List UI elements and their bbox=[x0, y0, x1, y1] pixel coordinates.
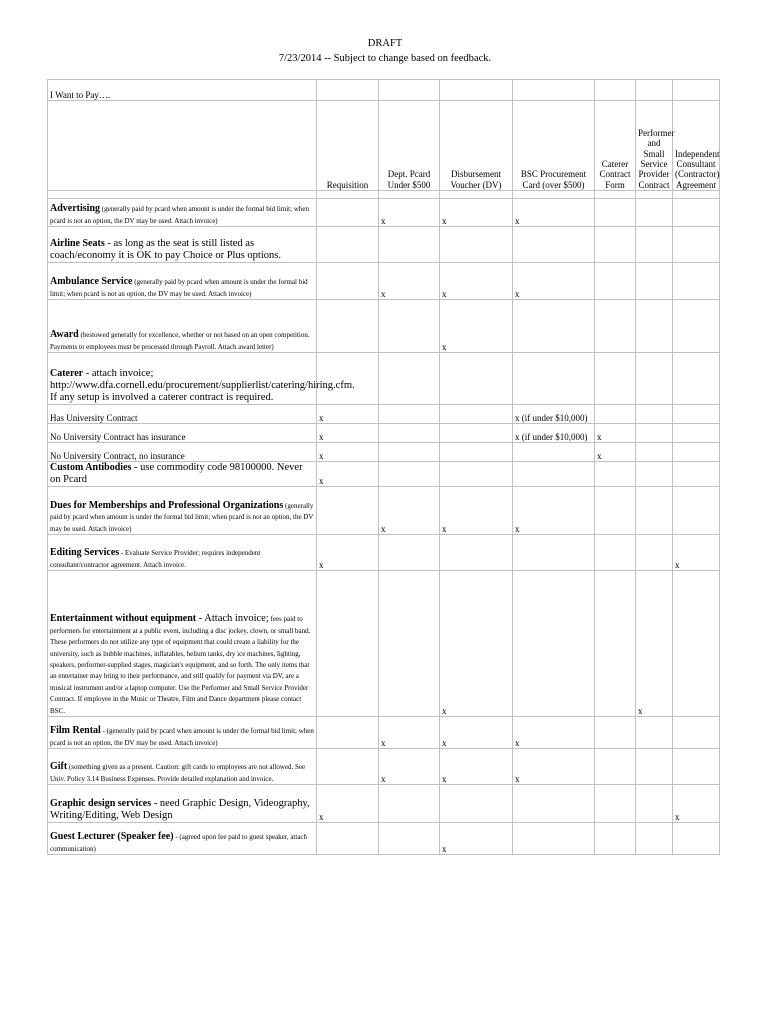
mark-cell bbox=[379, 443, 440, 462]
item-cell bbox=[48, 263, 317, 300]
item-name: Caterer bbox=[50, 367, 84, 379]
spacer-row bbox=[48, 191, 720, 199]
mark-cell bbox=[379, 424, 440, 443]
document-subtitle: 7/23/2014 -- Subject to change based on feedback. bbox=[278, 53, 492, 64]
mark-cell bbox=[595, 571, 636, 717]
mark-cell bbox=[595, 487, 636, 535]
item-cell bbox=[48, 717, 317, 749]
mark-cell bbox=[636, 823, 673, 855]
item-cell: Has University Contract bbox=[48, 405, 317, 424]
mark-cell bbox=[595, 353, 636, 405]
mark-cell bbox=[317, 300, 379, 353]
mark-cell: x bbox=[440, 749, 513, 785]
mark-cell: x bbox=[379, 487, 440, 535]
item-name: Entertainment without equipment bbox=[50, 612, 197, 624]
mark-cell bbox=[440, 424, 513, 443]
mark-cell: x bbox=[595, 443, 636, 462]
mark-cell bbox=[317, 227, 379, 263]
mark-cell: x bbox=[440, 571, 513, 717]
table-row bbox=[48, 199, 720, 227]
item-cell: No University Contract has insurance bbox=[48, 424, 317, 443]
mark-cell bbox=[317, 263, 379, 300]
item-name: Gift bbox=[50, 761, 68, 773]
mark-cell bbox=[317, 487, 379, 535]
mark-cell bbox=[379, 300, 440, 353]
column-header-performer-contract: Performer and Small Service Provider Contract bbox=[636, 101, 673, 191]
mark-cell bbox=[673, 263, 720, 300]
table-row bbox=[48, 424, 720, 443]
item-cell bbox=[48, 353, 355, 405]
mark-cell bbox=[595, 785, 636, 823]
mark-cell bbox=[513, 462, 595, 487]
mark-cell bbox=[379, 535, 440, 571]
mark-cell: x bbox=[513, 717, 595, 749]
mark-cell bbox=[673, 571, 720, 717]
mark-cell bbox=[440, 443, 513, 462]
mark-cell bbox=[636, 487, 673, 535]
mark-cell: x bbox=[636, 571, 673, 717]
mark-cell bbox=[595, 300, 636, 353]
mark-cell: x bbox=[440, 300, 513, 353]
item-note: - (agreed upon fee paid to guest speaker, attach communication) bbox=[50, 833, 308, 853]
table-row bbox=[48, 717, 720, 749]
mark-cell bbox=[636, 443, 673, 462]
mark-cell bbox=[636, 227, 673, 263]
mark-cell bbox=[513, 823, 595, 855]
mark-cell bbox=[379, 353, 440, 405]
mark-cell: x bbox=[317, 443, 379, 462]
mark-cell bbox=[595, 823, 636, 855]
mark-cell: x bbox=[317, 462, 379, 487]
mark-cell bbox=[513, 353, 595, 405]
mark-cell bbox=[595, 199, 636, 227]
table-row bbox=[48, 462, 720, 487]
item-note: - Evaluate Service Provider; requires independent consultant/contractor agreement. Attach invoice. bbox=[50, 549, 261, 569]
mark-cell bbox=[636, 462, 673, 487]
item-cell bbox=[48, 462, 317, 487]
item-note: (bestowed generally for excellence, whether or not based on an open competition. Payments to employees must be processed through Payroll. Attach award letter) bbox=[50, 331, 310, 351]
mark-cell bbox=[595, 227, 636, 263]
item-note: - as long as the seat is still listed as coach/economy it is OK to pay Choice or Plus options. bbox=[50, 237, 281, 261]
table-row bbox=[48, 535, 720, 571]
item-name: Guest Lecturer (Speaker fee) bbox=[50, 831, 174, 843]
mark-cell bbox=[636, 749, 673, 785]
mark-cell bbox=[673, 353, 720, 405]
item-note: fees paid to performers for entertainment at a public event, including a disc jockey, clown, or small band. These performers do not utilize any type of equipment that could create a liability for the university, such as bubble machines, inflatables, helium tanks, dry ice machines, lighting, speakers, performer-supplied stages, magician's equipment, and so forth. The only items that an entertainer may bring to their performance, and still qualify for payment via DV, are a musical instrument and/or a laptop computer. Use the Performer and Small Service Provider Contract. If employee in the Music or Theatre, Film and Dance department please contact BSC. bbox=[50, 614, 311, 715]
column-header-disbursement-voucher: Disbursement Voucher (DV) bbox=[440, 101, 513, 191]
mark-cell bbox=[440, 227, 513, 263]
mark-cell bbox=[595, 535, 636, 571]
item-cell bbox=[48, 823, 317, 855]
mark-cell bbox=[673, 462, 720, 487]
mark-cell bbox=[379, 405, 440, 424]
mark-cell bbox=[673, 424, 720, 443]
mark-cell: x bbox=[317, 785, 379, 823]
item-note: (generally paid by pcard when amount is under the formal bid limit; when pcard is not an option, the DV may be used. Attach invoice) bbox=[50, 278, 308, 298]
table-row bbox=[48, 263, 720, 300]
mark-cell bbox=[317, 749, 379, 785]
item-note: - (generally paid by pcard when amount is under the formal bid limit; when pcard is not an option, the DV may be used. Attach invoice) bbox=[50, 727, 314, 747]
column-header-independent-consultant: Independent Consultant (Contractor) Agreement bbox=[673, 101, 720, 191]
mark-cell bbox=[440, 785, 513, 823]
mark-cell bbox=[440, 535, 513, 571]
mark-cell: x bbox=[379, 749, 440, 785]
item-cell bbox=[48, 199, 317, 227]
mark-cell: x bbox=[317, 535, 379, 571]
item-cell bbox=[48, 300, 317, 353]
mark-cell bbox=[317, 571, 379, 717]
item-name: Airline Seats bbox=[50, 237, 105, 249]
item-note: (generally paid by pcard when amount is under the formal bid limit; when pcard is not an option, the DV may be used. Attach invoice) bbox=[50, 501, 314, 533]
mark-cell: x bbox=[595, 424, 636, 443]
mark-cell: x bbox=[440, 717, 513, 749]
mark-cell: x bbox=[440, 823, 513, 855]
payment-methods-table bbox=[47, 79, 720, 855]
mark-cell bbox=[317, 353, 379, 405]
table-row bbox=[48, 823, 720, 855]
mark-cell bbox=[513, 785, 595, 823]
mark-cell bbox=[513, 227, 595, 263]
item-name: Graphic design services bbox=[50, 798, 152, 809]
table-header-row bbox=[48, 101, 720, 191]
mark-cell: x bbox=[440, 263, 513, 300]
document-title: DRAFT bbox=[367, 38, 403, 49]
mark-cell: x bbox=[317, 424, 379, 443]
mark-cell bbox=[636, 785, 673, 823]
item-name: Award bbox=[50, 329, 79, 341]
item-note: (generally paid by pcard when amount is under the formal bid limit; when pcard is not an option, the DV may be used. Attach invoice) bbox=[50, 205, 309, 225]
mark-cell: x bbox=[379, 717, 440, 749]
item-note-lead: - Attach invoice; bbox=[196, 612, 269, 624]
mark-cell bbox=[636, 353, 673, 405]
table-row bbox=[48, 80, 720, 101]
mark-cell bbox=[440, 405, 513, 424]
mark-cell: x bbox=[673, 785, 720, 823]
column-header-bsc-procurement-card: BSC Procurement Card (over $500) bbox=[513, 101, 595, 191]
mark-cell bbox=[317, 199, 379, 227]
table-row bbox=[48, 443, 720, 462]
mark-cell: x bbox=[440, 199, 513, 227]
mark-cell bbox=[379, 227, 440, 263]
mark-cell: x bbox=[513, 199, 595, 227]
mark-cell bbox=[379, 823, 440, 855]
table-row bbox=[48, 227, 720, 263]
mark-cell: x (if under $10,000) bbox=[513, 424, 595, 443]
table-row bbox=[48, 300, 720, 353]
item-note: - use commodity code 98100000. Never on Pcard bbox=[50, 462, 303, 486]
mark-cell: x bbox=[317, 405, 379, 424]
item-note: - attach invoice; http://www.dfa.cornell.edu/procurement/supplierlist/catering/hiring.cfm. If any setup is involved a caterer contract is required. bbox=[50, 367, 355, 403]
mark-cell bbox=[673, 823, 720, 855]
mark-cell: x bbox=[513, 487, 595, 535]
mark-cell bbox=[595, 462, 636, 487]
mark-cell bbox=[595, 405, 636, 424]
item-cell bbox=[48, 535, 317, 571]
mark-cell bbox=[636, 424, 673, 443]
column-header-requisition: Requisition bbox=[317, 101, 379, 191]
mark-cell: x bbox=[440, 487, 513, 535]
item-name: Ambulance Service bbox=[50, 276, 133, 288]
item-cell bbox=[48, 487, 317, 535]
column-header-dept-pcard: Dept. Pcard Under $500 bbox=[379, 101, 440, 191]
mark-cell bbox=[673, 717, 720, 749]
mark-cell bbox=[513, 300, 595, 353]
mark-cell bbox=[595, 263, 636, 300]
mark-cell bbox=[440, 462, 513, 487]
item-name: Editing Services bbox=[50, 547, 120, 559]
table-row bbox=[48, 571, 720, 717]
mark-cell bbox=[636, 199, 673, 227]
mark-cell bbox=[673, 443, 720, 462]
mark-cell bbox=[673, 405, 720, 424]
mark-cell bbox=[513, 535, 595, 571]
item-name: Dues for Memberships and Professional Organizations bbox=[50, 499, 284, 511]
table-row bbox=[48, 785, 720, 823]
mark-cell: x (if under $10,000) bbox=[513, 405, 595, 424]
mark-cell bbox=[379, 571, 440, 717]
table-row bbox=[48, 749, 720, 785]
mark-cell: x bbox=[673, 535, 720, 571]
mark-cell bbox=[379, 785, 440, 823]
item-note: (something given as a present. Caution: gift cards to employees are not allowed. See Univ. Policy 3.14 Business Expenses. Provide detailed explanation and invoice. bbox=[50, 763, 306, 783]
mark-cell bbox=[317, 717, 379, 749]
mark-cell bbox=[317, 823, 379, 855]
mark-cell bbox=[673, 199, 720, 227]
mark-cell: x bbox=[513, 263, 595, 300]
table-row bbox=[48, 487, 720, 535]
item-cell bbox=[48, 227, 317, 263]
mark-cell bbox=[513, 571, 595, 717]
mark-cell bbox=[673, 227, 720, 263]
table-row bbox=[48, 405, 720, 424]
item-note: - need Graphic Design, Videography, Writing/Editing, Web Design bbox=[50, 798, 310, 822]
mark-cell bbox=[636, 300, 673, 353]
item-cell bbox=[48, 571, 317, 717]
item-name: Film Rental bbox=[50, 725, 101, 737]
item-name: Custom Antibodies bbox=[50, 462, 132, 473]
item-cell bbox=[48, 749, 317, 785]
mark-cell bbox=[673, 487, 720, 535]
mark-cell: x bbox=[379, 199, 440, 227]
mark-cell bbox=[673, 749, 720, 785]
mark-cell bbox=[636, 263, 673, 300]
mark-cell bbox=[636, 717, 673, 749]
row-label-i-want-to-pay: I Want to Pay…. bbox=[48, 80, 317, 101]
mark-cell bbox=[636, 535, 673, 571]
item-cell bbox=[48, 785, 317, 823]
item-cell: No University Contract, no insurance bbox=[48, 443, 317, 462]
mark-cell: x bbox=[513, 749, 595, 785]
column-header-caterer-contract: Caterer Contract Form bbox=[595, 101, 636, 191]
mark-cell bbox=[440, 353, 513, 405]
mark-cell bbox=[379, 462, 440, 487]
mark-cell bbox=[673, 300, 720, 353]
table-row bbox=[48, 353, 720, 405]
item-name: Advertising bbox=[50, 203, 100, 215]
mark-cell bbox=[595, 717, 636, 749]
mark-cell bbox=[636, 405, 673, 424]
mark-cell bbox=[513, 443, 595, 462]
mark-cell: x bbox=[379, 263, 440, 300]
mark-cell bbox=[595, 749, 636, 785]
